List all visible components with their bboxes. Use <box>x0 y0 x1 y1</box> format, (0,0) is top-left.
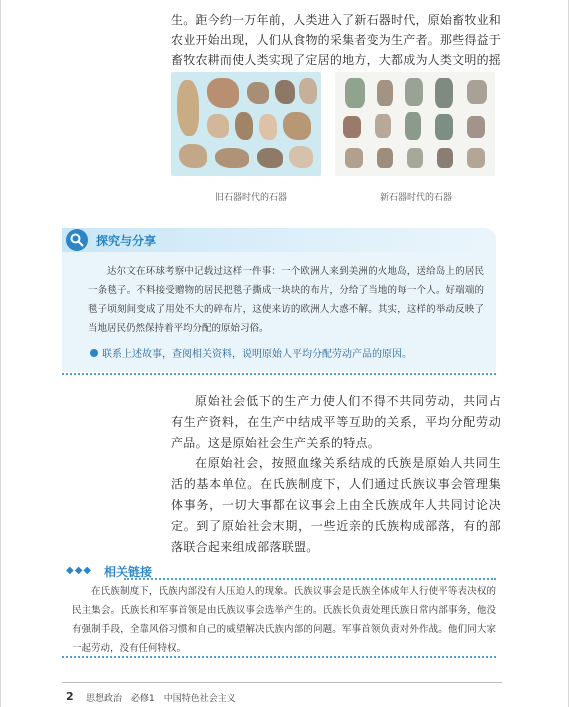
paleolithic-tools-image <box>171 72 321 176</box>
explore-question: 联系上述故事，查阅相关资料，说明原始人平均分配劳动产品的原因。 <box>102 349 412 360</box>
page-number: 2 <box>66 690 74 703</box>
magnifier-icon <box>66 229 88 251</box>
related-link-title: 相关链接 <box>104 565 153 579</box>
neolithic-tools-image <box>335 72 495 176</box>
explore-share-title: 探究与分享 <box>96 234 157 248</box>
right-figure-caption: 新石器时代的石器 <box>380 193 453 203</box>
diamond-icons: ◆◆◆ <box>66 565 93 576</box>
left-figure-caption: 旧石器时代的石器 <box>215 193 288 203</box>
intro-paragraph: 生。距今约一万年前，人类进入了新石器时代，原始畜牧业和农业开始出现，人们从食物的采集者变为生产者。那些得益于畜牧农耕而使人类实现了定居的地方，大都成为人类文明的摇 <box>171 13 501 67</box>
related-link-bottom-divider <box>62 656 496 658</box>
related-link-text: 在氏族制度下，氏族内部没有人压迫人的现象。氏族议事会是氏族全体成年人行使平等表决权的民主集会。氏族长和军事首领是由氏族议事会选举产生的。氏族长负责处理氏族日常内部事务，他没有强制手段，全靠风俗习惯和自己的威望解决氏族内部的问题。军事首领负责对外作战。他们同大家一起劳动，没有任何特权。 <box>72 586 496 654</box>
question-bullet-icon <box>90 349 98 357</box>
body-paragraph-2: 在原始社会，按照血缘关系结成的氏族是原始人共同生活的基本单位。在氏族制度下，人们通过氏族议事会管理集体事务，一切大事都在议事会上由全氏族成年人共同讨论决定。到了原始社会末期，一些近亲的氏族构成部落，有的部落联合起来组成部落联盟。 <box>171 456 501 554</box>
explore-story: 达尔文在环球考察中记载过这样一件事：一个欧洲人来到美洲的火地岛，送给岛上的居民一条毯子。不料接受赠物的居民把毯子撕成一块块的布片，分给了当地的每一个人。好端端的毯子顷刻间变成了用处不大的碎布片，这使来访的欧洲人大惑不解。其实，这样的举动反映了当地居民仍然保持着平均分配的原始习俗。 <box>88 266 484 334</box>
dotted-divider <box>62 373 496 375</box>
body-paragraph-1: 原始社会低下的生产力使人们不得不共同劳动，共同占有生产资料，在生产中结成平等互助的关系，平均分配劳动产品。这是原始社会生产关系的特点。 <box>171 394 501 450</box>
footer-rule <box>62 682 502 683</box>
related-link-top-divider <box>124 578 496 580</box>
footer-book-title: 思想政治 必修1 中国特色社会主义 <box>86 694 236 704</box>
